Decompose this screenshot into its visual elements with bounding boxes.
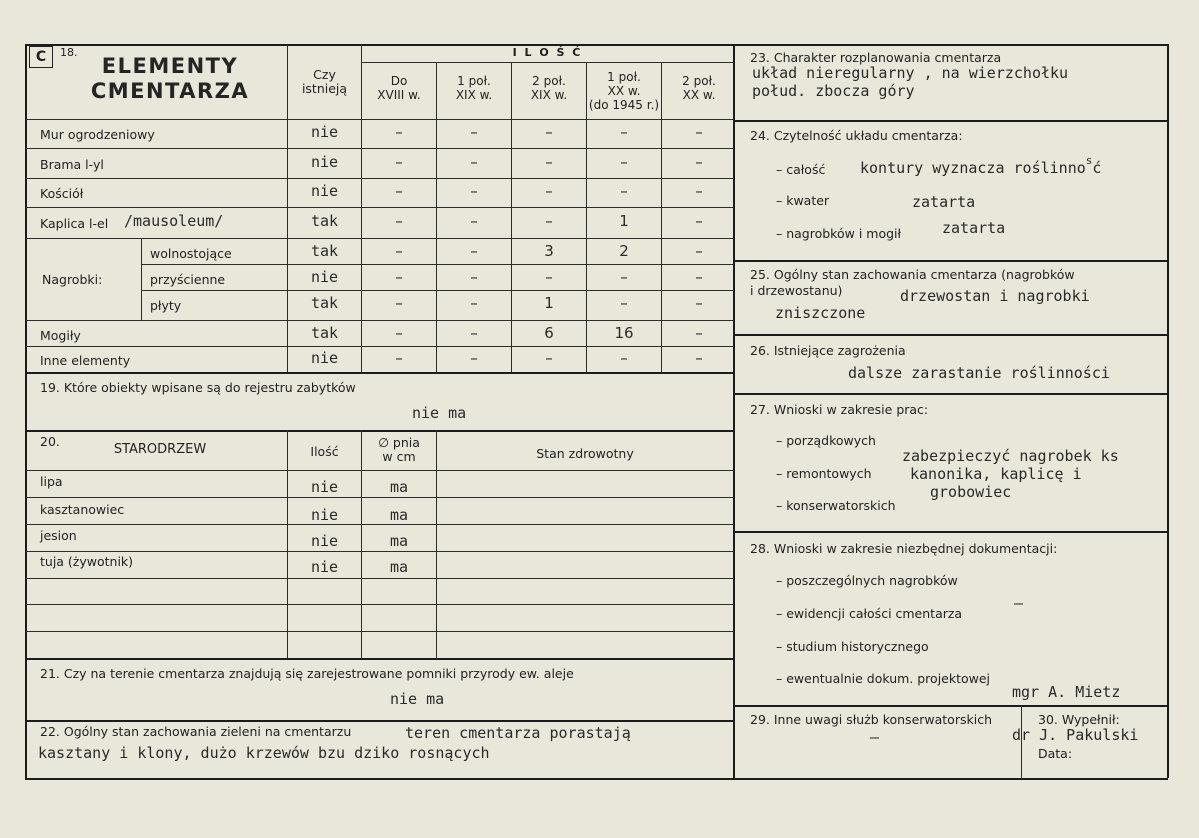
s21-answer: nie ma [390, 690, 445, 708]
element-row-value: – [395, 153, 403, 171]
element-row-label: wolnostojące [150, 246, 232, 261]
period-header: 2 poł. XIX w. [530, 74, 568, 102]
s28-row-history: – studium historycznego [776, 639, 929, 654]
s24-row-graves: – nagrobków i mogił [776, 226, 902, 241]
period-header: Do XVIII w. [377, 74, 421, 102]
element-row-value: – [545, 268, 553, 286]
element-row-exists: nie [310, 153, 339, 171]
element-row-label: Kaplica l-el [40, 216, 109, 231]
s25-question-line2: i drzewostanu) [750, 283, 843, 298]
s27-row-cleanup: – porządkowych [776, 433, 876, 448]
s22-answer-line2: kasztany i klony, dużo krzewów bzu dziko rosnących [38, 744, 490, 762]
element-row-value: – [620, 349, 628, 367]
element-row-exists: nie [310, 268, 339, 286]
s22-question: 22. Ogólny stan zachowania zieleni na cmentarzu [40, 724, 352, 739]
s30-name: dr J. Pakulski [1012, 726, 1139, 744]
element-row-exists: nie [310, 123, 339, 141]
element-row-value: – [470, 294, 478, 312]
element-row-value: – [620, 268, 628, 286]
element-row-label: Kościół [40, 186, 84, 201]
col-header-exists: Czy istnieją [301, 67, 348, 96]
s20-title: STARODRZEW [113, 442, 207, 457]
s28-author: mgr A. Mietz [1012, 683, 1121, 701]
tree-name: tuja (żywotnik) [40, 554, 134, 569]
element-row-label: przyścienne [150, 272, 226, 287]
element-row-value: 16 [614, 324, 634, 342]
s23-answer-line1: układ nieregularny , na wierzchołku [752, 64, 1069, 82]
element-row-value: – [695, 182, 703, 200]
tree-qty: nie [310, 478, 339, 496]
element-row-exists: tak [310, 294, 339, 312]
element-row-value: 3 [544, 242, 554, 260]
element-row-value: – [395, 324, 403, 342]
s23-question: 23. Charakter rozplanowania cmentarza [750, 50, 1002, 65]
element-row-value: – [545, 182, 553, 200]
s27-question: 27. Wnioski w zakresie prac: [750, 402, 929, 417]
tree-diameter: ma [389, 506, 409, 524]
element-row-value: – [695, 324, 703, 342]
element-row-value: – [695, 294, 703, 312]
element-row-value: – [470, 324, 478, 342]
element-row-value: – [695, 242, 703, 260]
element-row-value: – [470, 349, 478, 367]
element-row-value: – [620, 123, 628, 141]
s20-col-diameter: ∅ pnia w cm [378, 435, 420, 464]
element-row-value: – [470, 268, 478, 286]
s28-question: 28. Wnioski w zakresie niezbędnej dokumentacji: [750, 541, 1058, 556]
s22-answer-line1: teren cmentarza porastają [405, 724, 631, 742]
element-row-value: – [395, 242, 403, 260]
element-row-label: Mur ogrodzeniowy [40, 127, 155, 142]
s24-row-quarters: – kwater [776, 193, 830, 208]
element-row-label: Brama l-yl [40, 157, 104, 172]
s21-question: 21. Czy na terenie cmentarza znajdują się zarejestrowane pomniki przyrody ew. aleje [40, 666, 574, 681]
period-header: 1 poł. XIX w. [455, 74, 493, 102]
s30-date-label: Data: [1038, 746, 1073, 761]
s25-question-line1: 25. Ogólny stan zachowania cmentarza (nagrobków [750, 267, 1075, 282]
element-row-value: – [470, 182, 478, 200]
s24-answer-whole: kontury wyznacza roślinno$^s$ć [860, 154, 1102, 177]
element-row-value: – [395, 268, 403, 286]
s20-number: 20. [40, 434, 60, 449]
element-row-value: – [620, 182, 628, 200]
s24-answer-graves: zatarta [942, 219, 1006, 237]
s28-row-project: – ewentualnie dokum. projektowej [776, 671, 991, 686]
s23-answer-line2: połud. zbocza góry [752, 82, 915, 100]
s27-row-conservation: – konserwatorskich [776, 498, 896, 513]
s29-question: 29. Inne uwagi służb konserwatorskich [750, 712, 992, 727]
element-row-value: – [470, 212, 478, 230]
tree-diameter: ma [389, 478, 409, 496]
s25-answer-line1: drzewostan i nagrobki [900, 287, 1090, 305]
section-letter-box: C [29, 46, 53, 68]
element-row-label: Mogiły [40, 328, 81, 343]
element-row-exists: nie [310, 349, 339, 367]
element-row-value: – [695, 349, 703, 367]
s24-answer-quarters: zatarta [912, 193, 976, 211]
element-row-value: – [395, 212, 403, 230]
element-row-value: – [470, 242, 478, 260]
s24-row-whole: – całość [776, 162, 826, 177]
tree-diameter: ma [389, 532, 409, 550]
s27-answer-line3: grobowiec [930, 483, 1012, 501]
element-row-label: Inne elementy [40, 353, 131, 368]
element-row-value: 2 [619, 242, 629, 260]
element-row-value: – [545, 123, 553, 141]
element-row-value: – [395, 123, 403, 141]
tree-diameter: ma [389, 558, 409, 576]
s28-dash: – [1014, 594, 1024, 612]
tree-name: kasztanowiec [40, 502, 125, 517]
element-row-value: – [395, 294, 403, 312]
s28-row-records: – ewidencji całości cmentarza [776, 606, 963, 621]
section-title-line1: ELEMENTY [101, 54, 239, 78]
s29-answer: – [870, 728, 880, 746]
tree-name: lipa [40, 474, 63, 489]
s27-answer-line1: zabezpieczyć nagrobek ks [902, 447, 1119, 465]
s20-col-health: Stan zdrowotny [536, 446, 634, 461]
element-row-exists: tak [310, 324, 339, 342]
element-row-extra: /mausoleum/ [124, 212, 224, 230]
element-row-value: – [695, 153, 703, 171]
element-row-exists: tak [310, 242, 339, 260]
element-row-value: – [545, 349, 553, 367]
s30-filled-by-label: 30. Wypełnił: [1038, 712, 1120, 727]
element-row-value: 1 [544, 294, 554, 312]
section-title-line2: CMENTARZA [90, 79, 250, 103]
element-row-value: – [695, 212, 703, 230]
col-header-quantity: I L O Ś Ć [512, 46, 583, 59]
element-row-value: – [695, 123, 703, 141]
element-row-value: – [470, 153, 478, 171]
period-header: 2 poł. XX w. [682, 74, 716, 102]
element-row-value: 6 [544, 324, 554, 342]
s24-question: 24. Czytelność układu cmentarza: [750, 128, 963, 143]
s19-question: 19. Które obiekty wpisane są do rejestru zabytków [40, 380, 356, 395]
element-row-value: 1 [619, 212, 629, 230]
period-header: 1 poł. XX w. (do 1945 r.) [588, 70, 660, 112]
tree-name: jesion [40, 528, 77, 543]
s27-answer-line2: kanonika, kaplicę i [910, 465, 1082, 483]
s28-row-graves: – poszczególnych nagrobków [776, 573, 958, 588]
element-row-value: – [395, 349, 403, 367]
tree-qty: nie [310, 558, 339, 576]
element-row-value: – [620, 294, 628, 312]
element-row-value: – [620, 153, 628, 171]
s19-answer: nie ma [412, 404, 467, 422]
element-group-label: Nagrobki: [42, 272, 103, 287]
element-row-exists: nie [310, 182, 339, 200]
section-title [70, 54, 270, 104]
tree-qty: nie [310, 506, 339, 524]
s26-answer: dalsze zarastanie roślinności [848, 364, 1110, 382]
element-row-label: płyty [150, 298, 182, 313]
tree-qty: nie [310, 532, 339, 550]
element-row-value: – [695, 268, 703, 286]
element-row-value: – [545, 153, 553, 171]
element-row-value: – [395, 182, 403, 200]
s27-row-repair: – remontowych [776, 466, 872, 481]
s20-col-qty: Ilość [310, 444, 339, 459]
element-row-exists: tak [310, 212, 339, 230]
element-row-value: – [545, 212, 553, 230]
element-row-value: – [470, 123, 478, 141]
section-number: 18. [60, 46, 78, 59]
s25-answer-line2: zniszczone [775, 304, 866, 322]
s26-question: 26. Istniejące zagrożenia [750, 343, 906, 358]
